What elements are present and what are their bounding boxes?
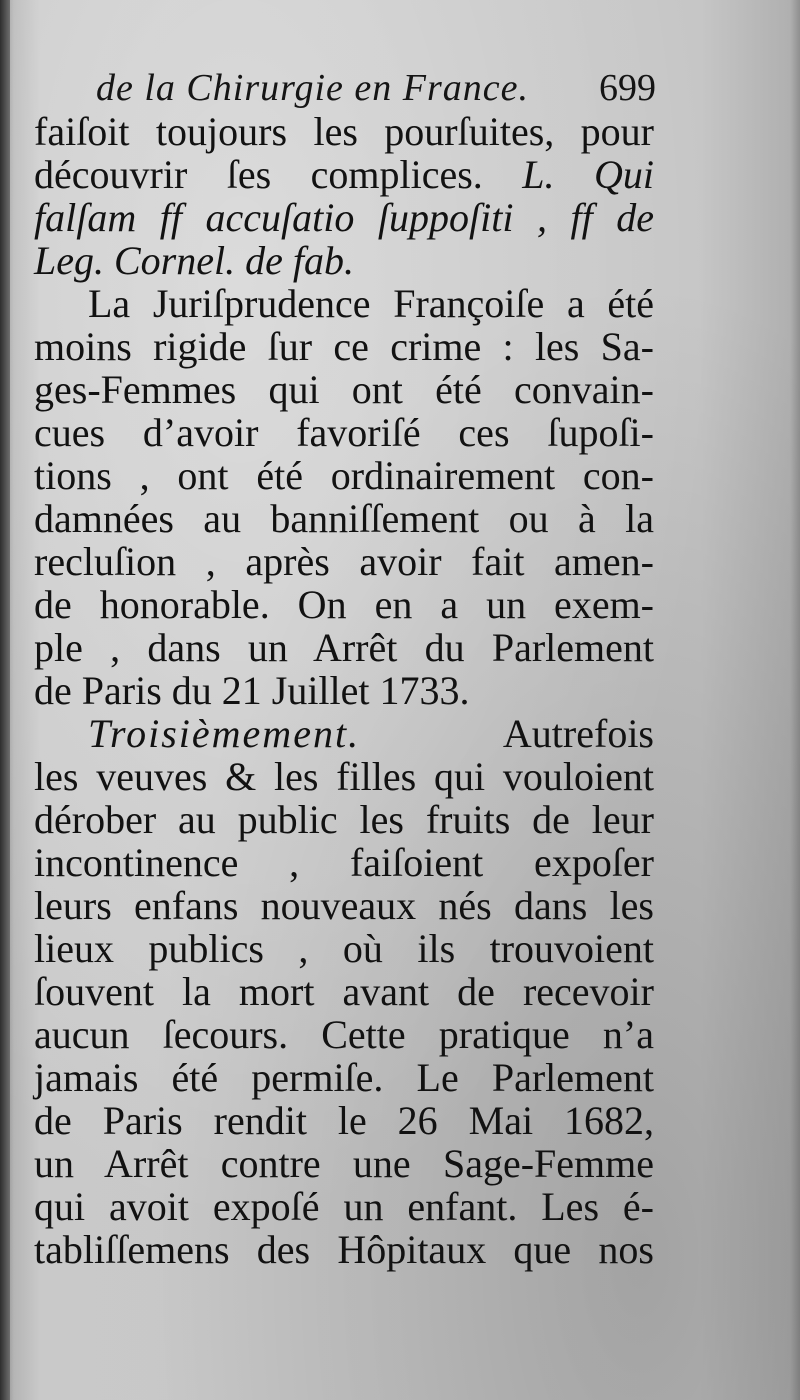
text-line-6: moins rigide ſur ce crime : les Sa-: [34, 324, 654, 369]
text-line-22: aucun ſecours. Cette pratique n’a: [34, 1012, 654, 1057]
text-line-8: cues d’avoir favoriſé ces ſupoſi-: [34, 410, 654, 455]
text-line-25: un Arrêt contre une Sage-Femme: [34, 1141, 654, 1186]
text-line-7: ges-Femmes qui ont été convain-: [34, 367, 654, 412]
text-line-10: damnées au banniſſement ou à la: [34, 496, 654, 541]
text-line-27: tabliſſemens des Hôpitaux que nos: [34, 1227, 654, 1272]
text-line-23: jamais été permiſe. Le Parlement: [34, 1055, 654, 1100]
page-body-text: [34, 110, 654, 1271]
text-line-13: ple , dans un Arrêt du Parlement: [34, 625, 654, 670]
running-header: [96, 66, 656, 112]
text-line-2: découvrir ſes complices. L. Qui: [34, 152, 654, 197]
text-line-12: de honorable. On en a un exem-: [34, 582, 654, 627]
text-line-3: falſam ff accuſatio ſuppoſiti , ff de: [34, 195, 654, 240]
text-line-9: tions , ont été ordinairement con-: [34, 453, 654, 498]
text-line-17: dérober au public les fruits de leur: [34, 797, 654, 842]
section-heading: Troisièmement.: [88, 711, 361, 756]
paragraph-start-line: Troisièmement. Autrefois: [88, 711, 654, 756]
text-line-20: lieux publics , où ils trouvoient: [34, 926, 654, 971]
text-line-21: ſouvent la mort avant de recevoir: [34, 969, 654, 1014]
running-title: de la Chirurgie en France.: [96, 67, 530, 109]
text-line-26: qui avoit expoſé un enfant. Les é-: [34, 1184, 654, 1229]
book-spine-shadow: [0, 0, 10, 1400]
text-line-18: incontinence , faiſoient expoſer: [34, 840, 654, 885]
text-line-11: recluſion , après avoir fait amen-: [34, 539, 654, 584]
text-line-16: les veuves & les filles qui vouloient: [34, 754, 654, 799]
paragraph-start-line: La Juriſprudence Françoiſe a été: [88, 281, 654, 326]
page-number: 699: [599, 67, 656, 109]
text-line-14: de Paris du 21 Juillet 1733.: [34, 668, 470, 713]
text-line-19: leurs enfans nouveaux nés dans les: [34, 883, 654, 928]
text-line-24: de Paris rendit le 26 Mai 1682,: [34, 1098, 654, 1143]
text-line-1: faiſoit toujours les pourſuites, pour: [34, 109, 654, 154]
text-line-4: Leg. Cornel. de fab.: [34, 238, 354, 283]
